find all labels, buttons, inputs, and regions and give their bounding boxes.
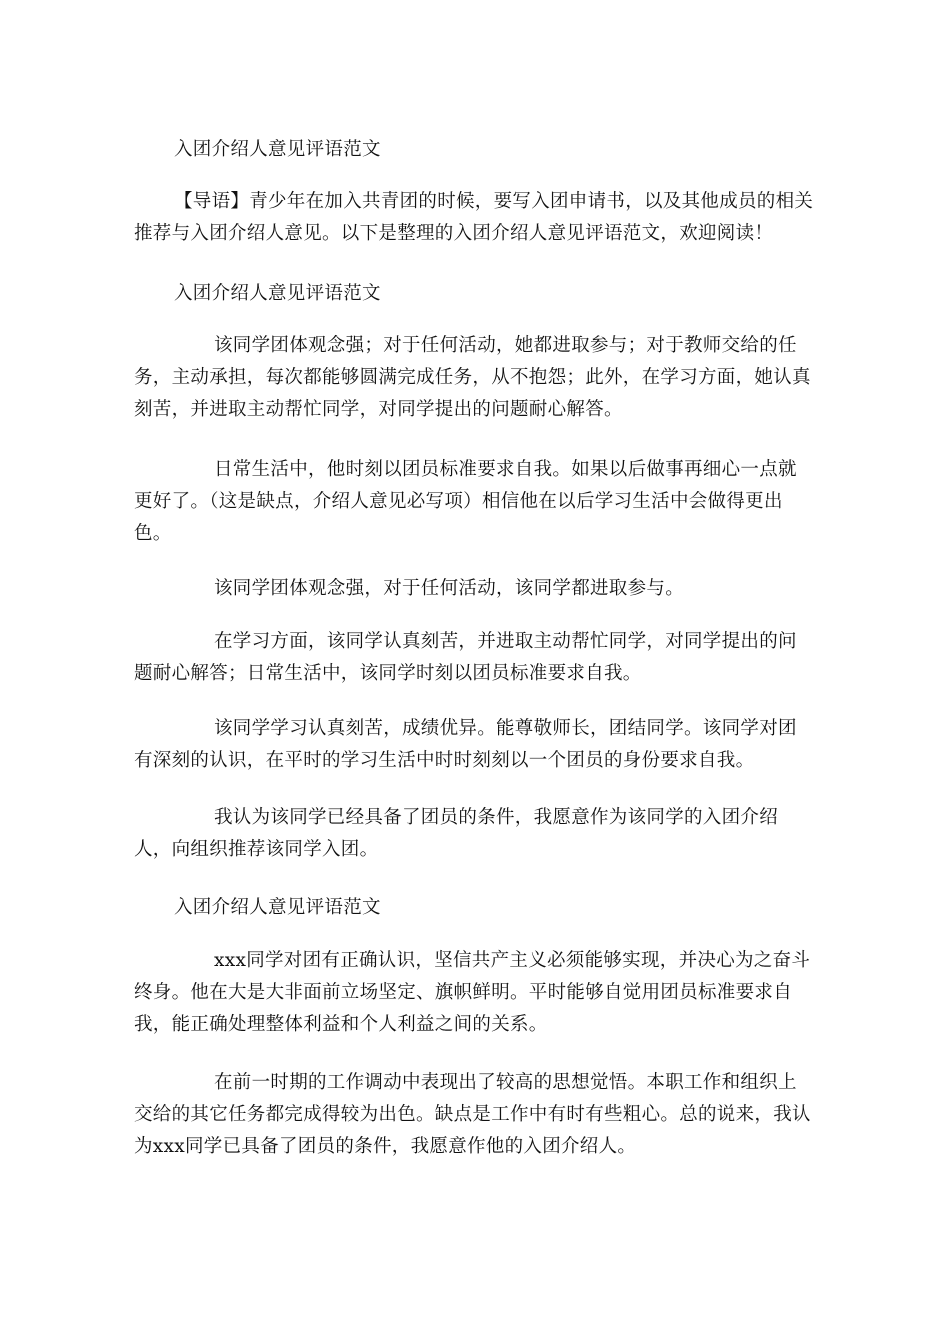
- body-paragraph: 该同学学习认真刻苦，成绩优异。能尊敬师长，团结同学。该同学对团有深刻的认识，在平时的学习生活中时时刻刻以一个团员的身份要求自我。: [134, 718, 797, 771]
- intro-paragraph: 【导语】青少年在加入共青团的时候，要写入团申请书，以及其他成员的相关推荐与入团介绍人意见。以下是整理的入团介绍人意见评语范文，欢迎阅读！: [134, 191, 814, 244]
- document-title: 入团介绍人意见评语范文: [174, 139, 381, 160]
- body-paragraph: 在前一时期的工作调动中表现出了较高的思想觉悟。本职工作和组织上交给的其它任务都完成得较为出色。缺点是工作中有时有些粗心。总的说来，我认为xxx同学已具备了团员的条件，我愿意作他的入团介绍人。: [134, 1072, 811, 1157]
- body-paragraph: 日常生活中，他时刻以团员标准要求自我。如果以后做事再细心一点就更好了。（这是缺点，介绍人意见必写项）相信他在以后学习生活中会做得更出色。: [134, 459, 797, 544]
- body-paragraph: 在学习方面，该同学认真刻苦，并进取主动帮忙同学，对同学提出的问题耐心解答；日常生活中，该同学时刻以团员标准要求自我。: [134, 631, 797, 684]
- body-paragraph: 该同学团体观念强，对于任何活动，该同学都进取参与。: [214, 578, 685, 599]
- body-paragraph: 该同学团体观念强；对于任何活动，她都进取参与；对于教师交给的任务，主动承担，每次都能够圆满完成任务，从不抱怨；此外，在学习方面，她认真刻苦，并进取主动帮忙同学，对同学提出的问题耐心解答。: [134, 335, 811, 420]
- section-heading: 入团介绍人意见评语范文: [174, 897, 381, 918]
- section-heading: 入团介绍人意见评语范文: [174, 283, 381, 304]
- body-paragraph: xxx同学对团有正确认识，坚信共产主义必须能够实现，并决心为之奋斗终身。他在大是大非面前立场坚定、旗帜鲜明。平时能够自觉用团员标准要求自我，能正确处理整体利益和个人利益之间的关系。: [134, 950, 811, 1035]
- body-paragraph: 我认为该同学已经具备了团员的条件，我愿意作为该同学的入团介绍人，向组织推荐该同学入团。: [134, 807, 779, 860]
